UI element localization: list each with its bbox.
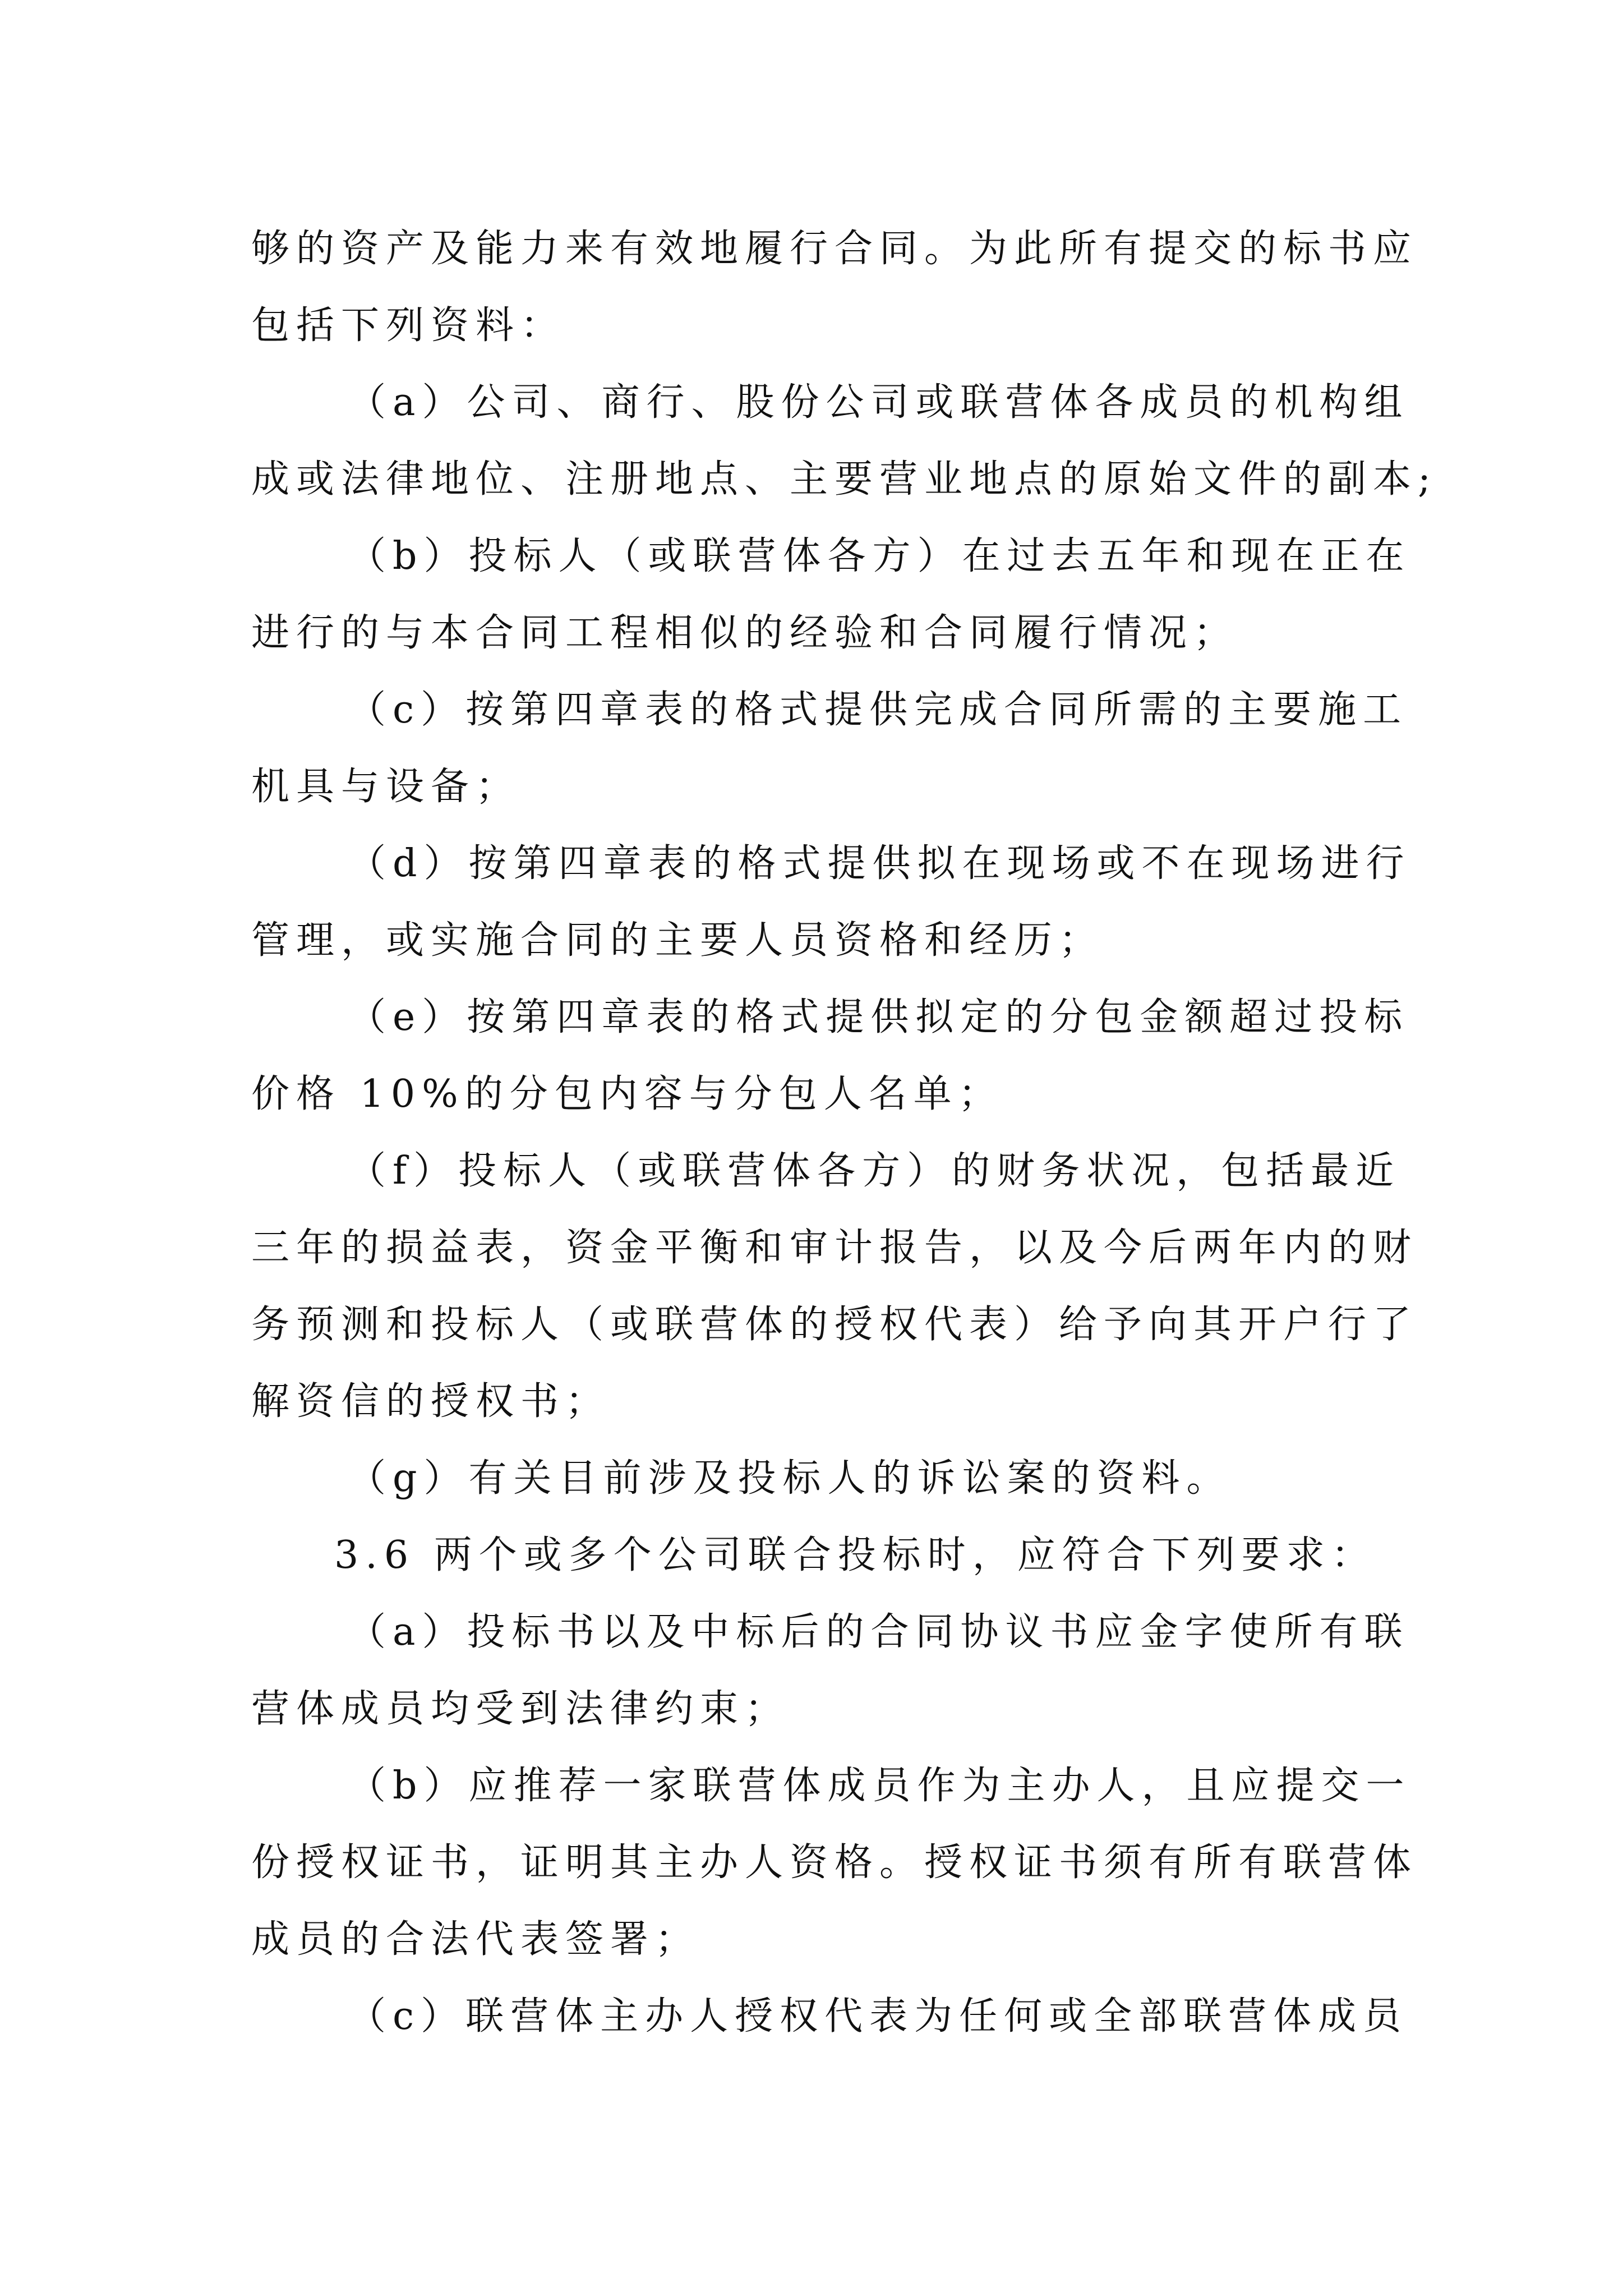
text-line: 成员的合法代表签署； [251, 1917, 700, 1962]
text-line: 成或法律地位、注册地点、主要营业地点的原始文件的副本; [251, 457, 1437, 501]
text-line: 份授权证书，证明其主办人资格。授权证书须有所有联营体 [251, 1841, 1418, 1885]
list-item-b-line: （b）投标人（或联营体各方）在过去五年和现在正在 [348, 534, 1411, 578]
section-3-6-heading: 3.6 两个或多个公司联合投标时，应符合下列要求： [334, 1533, 1376, 1577]
list-item-c-line: （c）按第四章表的格式提供完成合同所需的主要施工 [348, 688, 1408, 732]
text-line: 进行的与本合同工程相似的经验和合同履行情况； [251, 611, 1239, 655]
list-item-a-line: （a）公司、商行、股份公司或联营体各成员的机构组 [348, 380, 1409, 425]
text-line: 三年的损益表，资金平衡和审计报告，以及今后两年内的财 [251, 1226, 1418, 1270]
list-item-g-line: （g）有关目前涉及投标人的诉讼案的资料。 [348, 1456, 1232, 1501]
list-item-c-line: （c）联营体主办人授权代表为任何或全部联营体成员 [348, 1994, 1408, 2039]
document-body [251, 210, 1437, 2055]
list-item-e-line: （e）按第四章表的格式提供拟定的分包金额超过投标 [348, 995, 1409, 1039]
text-line: 机具与设备； [251, 765, 521, 809]
text-line: 营体成员均受到法律约束； [251, 1687, 790, 1731]
text-line: 包括下列资料： [251, 303, 566, 348]
text-line: 管理，或实施合同的主要人员资格和经历； [251, 918, 1104, 963]
list-item-f-line: （f）投标人（或联营体各方）的财务状况，包括最近 [348, 1149, 1401, 1193]
text-line: 够的资产及能力来有效地履行合同。为此所有提交的标书应 [251, 227, 1418, 271]
list-item-a-line: （a）投标书以及中标后的合同协议书应金字使所有联 [348, 1610, 1409, 1654]
text-line: 价格 10%的分包内容与分包人名单； [251, 1072, 1003, 1116]
list-item-b-line: （b）应推荐一家联营体成员作为主办人，且应提交一 [348, 1764, 1411, 1808]
text-line: 务预测和投标人（或联营体的授权代表）给予向其开户行了 [251, 1303, 1418, 1347]
text-line: 解资信的授权书； [251, 1379, 611, 1424]
list-item-d-line: （d）按第四章表的格式提供拟在现场或不在现场进行 [348, 841, 1411, 886]
